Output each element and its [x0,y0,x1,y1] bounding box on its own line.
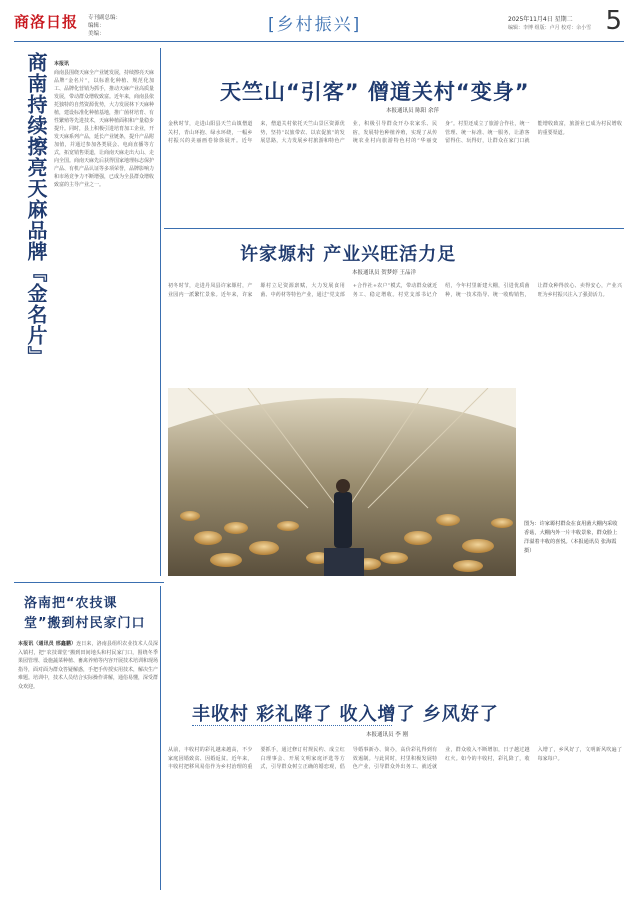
story-body: 初冬时节，走进丹凤县许家塬村，产业园内一派繁忙景象。近年来，许家塬村立足资源禀赋，大力发展食用菌、中药材等特色产业，通过“党支部+合作社+农户”模式，带动群众就近务工、稳定增收。村党支部书记介绍，今年村里新建大棚，引进优质菌种，统一技术指导、统一收购销售，让群众种得放心、卖得安心，产业兴旺为乡村振兴注入了强劲活力。 [168,283,622,298]
masthead-info-line: 编辑： [88,23,105,29]
mushroom-greenhouse-photo [168,388,516,576]
story-body [18,640,158,880]
masthead-info-line: 美编： [88,31,105,37]
story-byline: 本报通讯员 李 刚 [366,732,408,738]
issue-date: 2025年11月4日 星期二 [508,16,573,23]
photo-caption: 图为：许家塬村群众在食用菌大棚内采收香菇，大棚内外一片丰收景象，群众脸上洋溢着丰收的喜悦。（本报通讯员 张海霞 摄） [524,521,618,554]
masthead [14,8,624,42]
issue-meta: 编辑：李博 组版：卢月 校对：余小雪 [508,25,592,31]
story-body: 金秋时节，走进山阳县天竺山镇僧道关村，青山环抱、绿水环绕，一幅乡村振兴的美丽画卷徐徐展开。近年来，僧道关村依托天竺山景区资源优势，坚持“以旅带农、以农促旅”的发展思路，大力发展乡村旅游和特色产业，积极引导群众开办农家乐、民宿，发展特色种植养殖，实现了从传统农业村向旅游特色村的“华丽变身”。村里还成立了旅游合作社，统一管理、统一标准、统一服务，让游客留得住、玩得好，让群众在家门口就能增收致富，旅游业已成为村民增收的重要渠道。 [168,121,622,145]
column-divider [160,586,161,890]
column-divider [160,48,161,576]
headline-ornament [192,724,392,726]
masthead-info [88,14,121,38]
newspaper-logo: 商洛日报 [14,13,79,31]
story-headline: 丰收村 彩礼降了 收入增了 乡风好了 [192,704,499,725]
greenhouse-image-icon [168,388,516,576]
story-dateline: 本报讯 [54,61,70,67]
section-divider [164,228,624,229]
story-headline-vertical: 商南持续擦亮天麻品牌『金名片』 [24,52,48,367]
page-number: 5 [605,6,622,36]
story-body: 商南县围绕天麻全产业链发展，持续擦亮天麻品牌“金名片”，以标准化种植、规范化加工、品牌化营销为抓手，推动天麻产业高质量发展，带动群众增收致富。近年来，商南县依托独特的自然资源优势，大力发展林下天麻种植，建设标准化种植基地，推广菌材培育、有性繁殖等先进技术，天麻种植面积和产量稳步提升。同时，县上积极引进培育加工企业，开发天麻系列产品，延长产业链条，提升产品附加值，并通过参加各类展会、电商直播等方式，拓宽销售渠道，让商南天麻走出大山、走向全国。商南天麻先后获得国家地理标志保护产品、有机产品认证等多项荣誉，品牌影响力和市场竞争力不断增强，已成为全县群众增收致富的主导产业之一。 [54,70,154,188]
story-headline: 天竺山“引客” 僧道关村“变身” [220,80,530,104]
story-body: 从前，丰收村的彩礼越来越高，不少家庭因婚致贫、因婚返贫。近年来，丰收村把移风易俗作为乡村治理的重要抓手，通过修订村规民约、成立红白理事会、开展文明家庭评选等方式，引导群众树立正确的婚恋观，倡导婚事新办、简办，高价彩礼得到有效遏制。与此同时，村里积极发展特色产业，引导群众外出务工、就近就业，群众收入不断增加，日子越过越红火。如今的丰收村，彩礼降了，收入增了，乡风好了，文明新风吹遍了每家每户。 [168,747,622,771]
story-shangnan-tianma [14,48,154,576]
story-byline: 本报通讯员 贺梦婷 王品洋 [352,270,416,276]
section-divider [14,582,164,583]
masthead-info-line: 专刊副总编： [88,15,122,21]
story-byline: 本报通讯员 陈阳 余萍 [386,108,439,114]
story-headline: 洛南把“农技课堂”搬到村民家门口 [24,596,146,631]
story-dateline: 本报讯（通讯员 邢鑫鹏） [18,641,77,647]
story-headline: 许家塬村 产业兴旺活力足 [240,244,457,265]
section-title: [乡村振兴] [268,15,362,35]
story-body-text: 连日来，洛南县组织农业技术人员深入镇村，把“农技课堂”搬到田间地头和村民家门口，围绕冬季果园管理、设施蔬菜种植、畜禽养殖等内容开展技术培训和现场指导，面对面为群众答疑解惑，手把手传授实用技术，解决生产难题。培训中，技术人员结合实际操作讲解，通俗易懂，深受群众欢迎。 [18,641,158,690]
